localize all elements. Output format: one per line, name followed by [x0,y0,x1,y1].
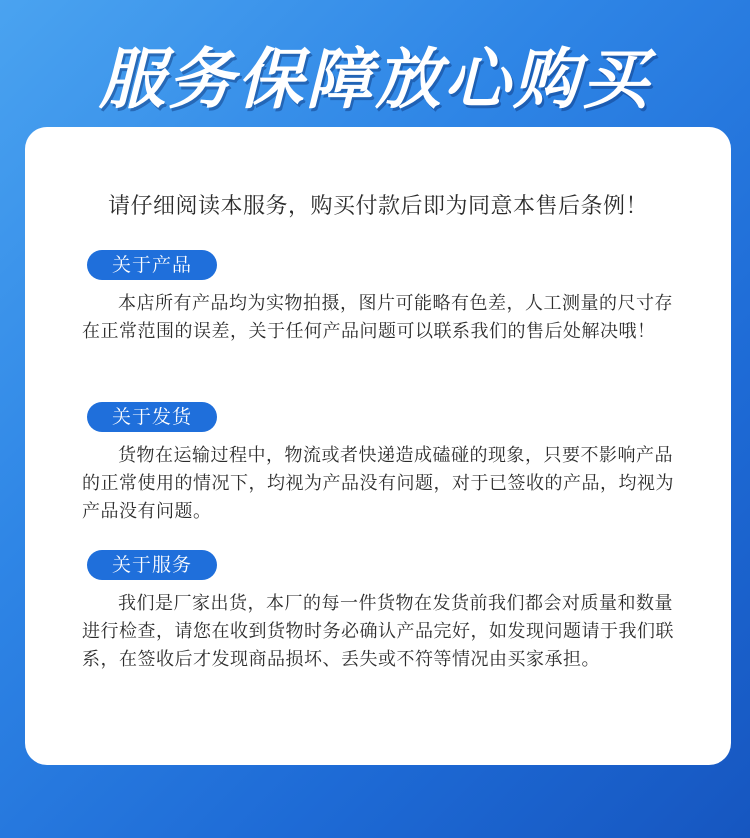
section-badge-product: 关于产品 [87,250,217,280]
page-title: 服务保障放心购买 [99,41,651,118]
section-text-service: 我们是厂家出货，本厂的每一件货物在发货前我们都会对质量和数量进行检查，请您在收到货物时务必确认产品完好，如发现问题请于我们联系，在签收后才发现商品损坏、丢失或不符等情况由买家承担。 [82,593,674,670]
section-badge-shipping: 关于发货 [87,402,217,432]
section-badge-service: 关于服务 [87,550,217,580]
section-text-shipping: 货物在运输过程中，物流或者快递造成磕碰的现象，只要不影响产品的正常使用的情况下，均视为产品没有问题，对于已签收的产品，均视为产品没有问题。 [82,445,674,522]
section-text-product: 本店所有产品均为实物拍摄，图片可能略有色差，人工测量的尺寸存在正常范围的误差，关于任何产品问题可以联系我们的售后处解决哦！ [82,293,673,342]
intro-text: 请仔细阅读本服务，购买付款后即为同意本售后条例！ [107,194,648,219]
service-card [25,127,731,765]
